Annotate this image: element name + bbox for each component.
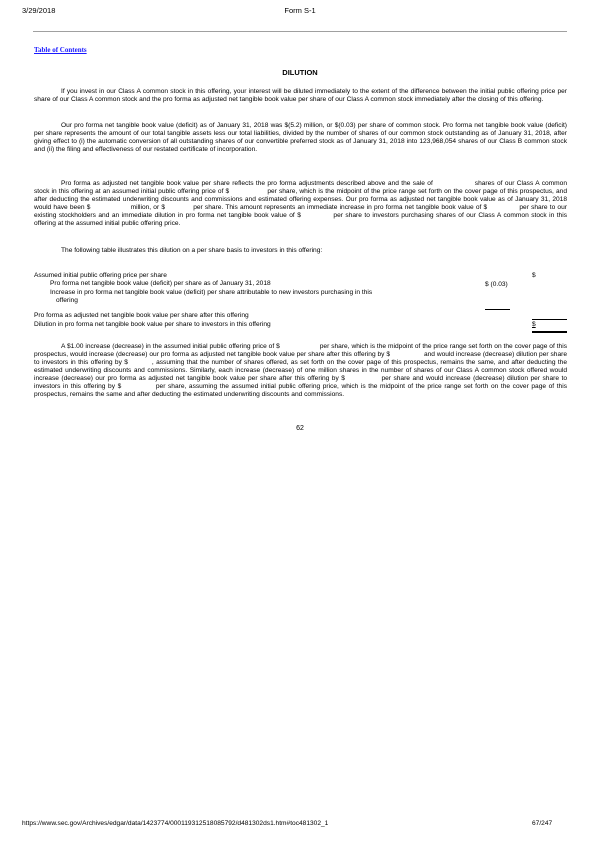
paragraph-pro-forma-as-adjusted: Pro forma as adjusted net tangible book value per share reflects the pro forma adjustments described above and the sale of shares of our Class A common stock in this offering at an assumed initial public offering price of $ per share, which is the midpoint of the price range set forth on the cover page of this prospectus, and after deducting the estimated underwriting discounts and commissions and estimated offering expenses. Our pro forma as adjusted net tangible book value as of January 31, 2018 would have been $ million, or $ per share. This amount represents an immediate increase in pro forma net tangible book value of $ per share to our existing stockholders and an immediate dilution in pro forma net tangible book value of $ per share to investors purchasing shares of our Class A common stock in this offering at the assumed initial public offering price.: [34, 180, 567, 227]
page-number: 62: [296, 425, 304, 432]
section-heading: DILUTION: [282, 68, 318, 77]
total-underline: [532, 319, 567, 320]
document-title: Form S-1: [284, 6, 316, 15]
table-row: Pro forma net tangible book value (deficit) per share as of January 31, 2018: [50, 280, 271, 287]
paragraph-pro-forma-ntbv: Our pro forma net tangible book value (deficit) as of January 31, 2018 was $(5.2) million, or $(0.03) per share of common stock. Pro forma net tangible book value (deficit) per share represents the amount of our total tangible assets less our total liabilities, divided by the number of shares of our common stock outstanding as of January 31, 2018, after giving effect to (i) the automatic conversion of all outstanding shares of our convertible preferred stock as of January 31, 2018 into 123,968,054 shares of our Class B common stock and (ii) the filing and effectiveness of our restated certificate of incorporation.: [34, 122, 567, 153]
table-cell-dilution: $: [532, 321, 536, 328]
footer-page-count: 67/247: [532, 820, 553, 827]
paragraph-intro: If you invest in our Class A common stock in this offering, your interest will be diluted immediately to the extent of the difference between the initial public offering price per share of our Class A common stock and the pro forma as adjusted net tangible book value per share of our Class A common stock immediately after the closing of this offering.: [34, 88, 567, 103]
table-row: Pro forma as adjusted net tangible book value per share after this offering: [34, 312, 249, 319]
paragraph-sensitivity: A $1.00 increase (decrease) in the assumed initial public offering price of $ per share, which is the midpoint of the price range set forth on the cover page of this prospectus, would increase (decrease) our pro forma as adjusted net tangible book value per share after this offering by $ and would increase (decrease) dilution per share to investors in this offering by $ , assuming that the number of shares offered, as set forth on the cover page of this prospectus, remains the same, and after deducting the estimated underwriting discounts and commissions. Similarly, each increase (decrease) of one million shares in the number of shares of our Class A common stock offered would increase (decrease) our pro forma as adjusted net tangible book value per share after this offering by $ per share and would increase (decrease) dilution per share to investors in this offering by $ per share, assuming the assumed initial public offering price, which is the midpoint of the price range set forth on the cover page of this prospectus, remains the same and after deducting the estimated underwriting discounts and commissions.: [34, 343, 567, 398]
table-of-contents-link[interactable]: Table of Contents: [34, 46, 87, 54]
table-row-continued: offering: [56, 297, 78, 304]
table-cell-offering-price: $: [532, 272, 536, 279]
subtotal-underline: [485, 309, 510, 310]
double-underline: [532, 331, 567, 333]
print-date: 3/29/2018: [22, 6, 56, 15]
footer-url: https://www.sec.gov/Archives/edgar/data/1423774/000119312518085792/d481302ds1.htm#toc481302_1: [22, 820, 329, 827]
header-divider: [33, 31, 567, 32]
table-row: Increase in pro forma net tangible book value (deficit) per share attributable to new investors purchasing in this: [50, 289, 373, 296]
table-cell-pro-forma-ntbv: $ (0.03): [485, 281, 508, 288]
table-row: Dilution in pro forma net tangible book value per share to investors in this offering: [34, 321, 271, 328]
paragraph-table-intro: The following table illustrates this dilution on a per share basis to investors in this offering:: [61, 247, 323, 254]
table-row: Assumed initial public offering price per share: [34, 272, 167, 279]
